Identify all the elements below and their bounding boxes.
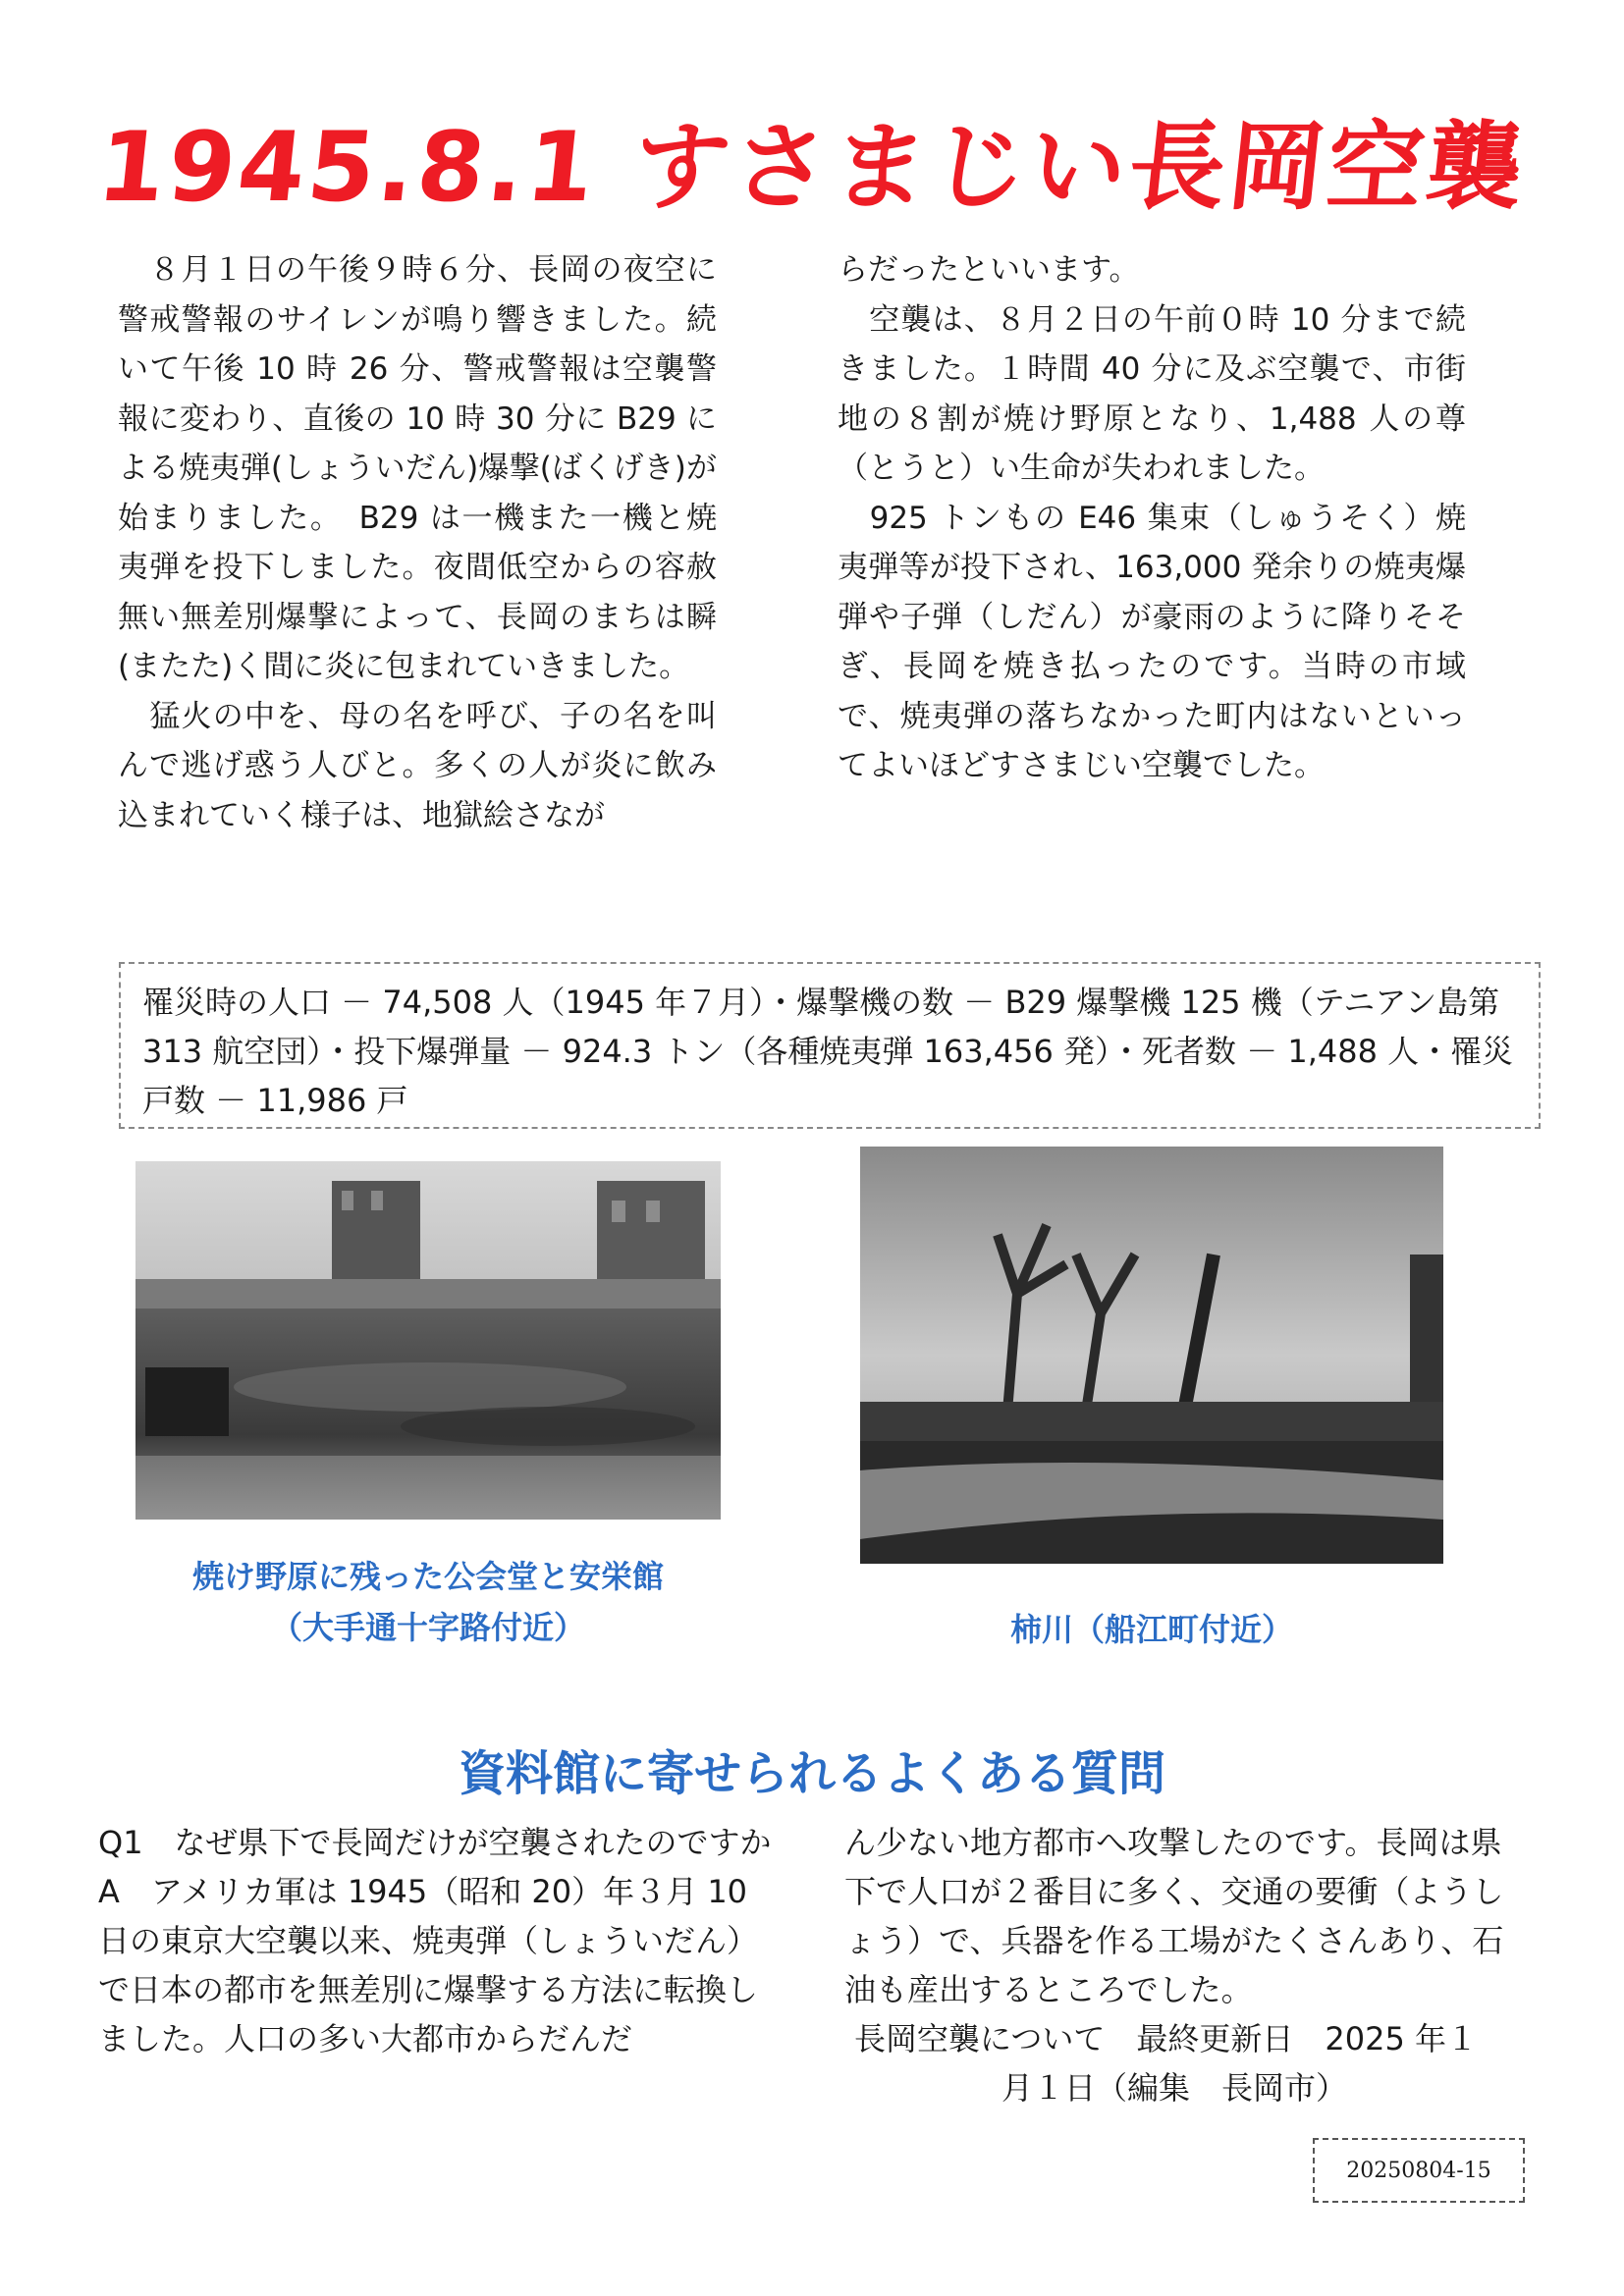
faq-left-column (98, 1818, 785, 2063)
page-title: 1945.8.1 すさまじい長岡空襲 (92, 112, 1532, 224)
caption-line: （大手通十字路付近） (270, 1609, 585, 1646)
article-paragraph: 空襲は、８月２日の午前０時 10 分まで続きました。１時間 40 分に及ぶ空襲で、市街地の８割が焼け野原となり、1,488 人の尊（とうと）い生命が失われました。 (838, 301, 1466, 486)
document-id: 20250804-15 (1346, 2158, 1491, 2183)
faq-heading: 資料館に寄せられるよくある質問 (458, 1746, 1165, 1801)
document-id-stamp (1313, 2138, 1525, 2203)
faq-answer-continued: ん少ない地方都市へ攻撃したのです。長岡は県下で人口が２番目に多く、交通の要衝（ようしょう）で、兵器を作る工場がたくさんあり、石油も産出するところでした。 (844, 1824, 1504, 2008)
river-photo (860, 1147, 1443, 1564)
stats-box (119, 962, 1541, 1129)
ruins-photo-caption (135, 1551, 721, 1653)
article-left-column (118, 245, 717, 840)
stats-text: 罹災時の人口 － 74,508 人（1945 年７月）・爆撃機の数 － B29 爆撃機 125 機（テニアン島第 313 航空団）・投下爆弾量 － 924.3 トン（各種焼夷弾 163,456 発）・死者数 － 1,488 人・罹災戸数 － 11,986 戸 (142, 984, 1514, 1119)
article-paragraph: 猛火の中を、母の名を呼び、子の名を叫んで逃げ惑う人びと。多くの人が炎に飲み込まれていく様子は、地獄絵さなが (118, 698, 717, 833)
article-paragraph: 925 トンもの E46 集束（しゅうそく）焼夷弾等が投下され、163,000 発余りの焼夷爆弾や子弾（しだん）が豪雨のように降りそそぎ、長岡を焼き払ったのです。当時の市域で、焼夷弾の落ちなかった町内はないといってよいほどすさまじい空襲でした。 (838, 500, 1466, 783)
faq-footer-line: 月１日（編集 長岡市） (1001, 2069, 1348, 2107)
article-paragraph: らだったといいます。 (838, 252, 1140, 288)
river-photo-caption (860, 1604, 1443, 1655)
caption-line: 焼け野原に残った公会堂と安栄館 (191, 1558, 664, 1595)
caption-line: 柿川（船江町付近） (1009, 1611, 1293, 1648)
faq-right-column (844, 1818, 1532, 2112)
faq-question: Q1 なぜ県下で長岡だけが空襲されたのですか (98, 1824, 772, 1861)
faq-answer: A アメリカ軍は 1945（昭和 20）年３月 10 日の東京大空襲以来、焼夷弾（しょういだん）で日本の都市を無差別に爆撃する方法に転換しました。人口の多い大都市からだんだ (98, 1873, 759, 2057)
ruins-photo (135, 1161, 721, 1520)
article-right-column (838, 245, 1466, 791)
faq-footer-line: 長岡空襲について 最終更新日 2025 年１ (854, 2020, 1478, 2057)
article-paragraph: ８月１日の午後９時６分、長岡の夜空に警戒警報のサイレンが鳴り響きました。続いて午後 10 時 26 分、警戒警報は空襲警報に変わり、直後の 10 時 30 分に B29 による焼夷弾(しょういだん)爆撃(ばくげき)が始まりました。 B29 は一機また一機と焼夷弾を投下しました。夜間低空からの容赦無い無差別爆撃によって、長岡のまちは瞬(またた)く間に炎に包まれていきました。 (118, 252, 717, 684)
